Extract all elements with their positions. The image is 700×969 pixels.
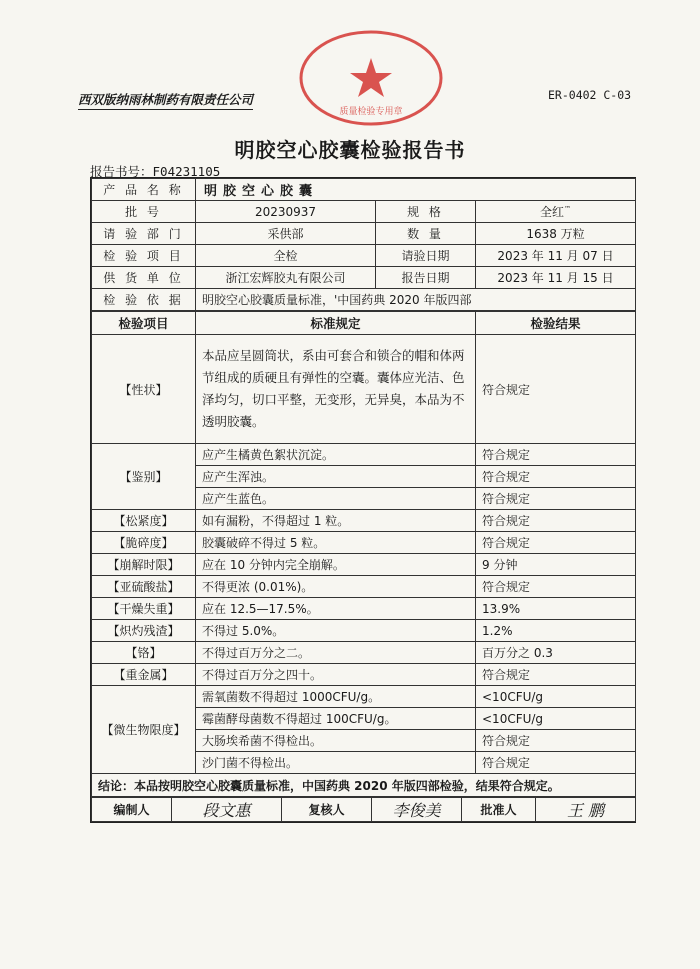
conclusion-row bbox=[92, 774, 636, 797]
test-name: 【脆碎度】 bbox=[92, 532, 196, 554]
document-code: ER-0402 C-03 bbox=[548, 88, 632, 102]
supplier-value: 浙江宏辉胶丸有限公司 bbox=[196, 267, 376, 289]
inspection-item-value: 全检 bbox=[196, 245, 376, 267]
test-standard: 大肠埃希菌不得检出。 bbox=[196, 730, 476, 752]
report-number-label: 报告书号： bbox=[90, 164, 153, 179]
test-row-heavy-metals bbox=[92, 664, 636, 686]
basis-value: 明胶空心胶囊质量标准，'中国药典 2020 年版四部 bbox=[196, 289, 636, 311]
test-result: 符合规定 bbox=[476, 510, 636, 532]
inspection-item-label: 检 验 项 目 bbox=[92, 245, 196, 267]
inspection-item-row bbox=[92, 245, 636, 267]
test-standard: 应在 12.5—17.5%。 bbox=[196, 598, 476, 620]
test-name: 【崩解时限】 bbox=[92, 554, 196, 576]
batch-value: 20230937 bbox=[196, 201, 376, 223]
test-result: 符合规定 bbox=[476, 664, 636, 686]
test-row-chromium bbox=[92, 642, 636, 664]
request-date-value: 2023 年 11 月 07 日 bbox=[476, 245, 636, 267]
test-name: 【干燥失重】 bbox=[92, 598, 196, 620]
test-result: 1.2% bbox=[476, 620, 636, 642]
reviewer-signature: 李俊美 bbox=[372, 798, 462, 822]
basis-row bbox=[92, 289, 636, 311]
test-result: 符合规定 bbox=[476, 466, 636, 488]
quantity-value: 1638 万粒 bbox=[476, 223, 636, 245]
product-label: 产 品 名 称 bbox=[92, 179, 196, 201]
approver-signature: 王 鹏 bbox=[536, 798, 636, 822]
quantity-label: 数 量 bbox=[376, 223, 476, 245]
test-name: 【松紧度】 bbox=[92, 510, 196, 532]
test-standard: 如有漏粉，不得超过 1 粒。 bbox=[196, 510, 476, 532]
test-name: 【重金属】 bbox=[92, 664, 196, 686]
test-result: 百万分之 0.3 bbox=[476, 642, 636, 664]
supplier-label: 供 货 单 位 bbox=[92, 267, 196, 289]
test-row-disintegration bbox=[92, 554, 636, 576]
header-item: 检验项目 bbox=[92, 312, 196, 335]
editor-signature: 段文惠 bbox=[172, 798, 282, 822]
test-standard: 本品应呈圆筒状，系由可套合和锁合的帽和体两节组成的质硬且有弹性的空囊。囊体应光洁、色泽均匀，切口平整，无变形，无异臭，本品为不透明胶囊。 bbox=[196, 335, 476, 444]
test-result: 符合规定 bbox=[476, 488, 636, 510]
test-standard: 需氧菌数不得超过 1000CFU/g。 bbox=[196, 686, 476, 708]
test-row-microbial bbox=[92, 686, 636, 708]
test-row-identification bbox=[92, 444, 636, 466]
test-name: 【亚硫酸盐】 bbox=[92, 576, 196, 598]
dept-label: 请 验 部 门 bbox=[92, 223, 196, 245]
test-result: 符合规定 bbox=[476, 532, 636, 554]
test-row-appearance bbox=[92, 335, 636, 444]
batch-row bbox=[92, 201, 636, 223]
results-header-row bbox=[92, 312, 636, 335]
test-result: <10CFU/g bbox=[476, 708, 636, 730]
header-standard: 标准规定 bbox=[196, 312, 476, 335]
report-date-value: 2023 年 11 月 15 日 bbox=[476, 267, 636, 289]
test-result: 符合规定 bbox=[476, 752, 636, 774]
spec-cell bbox=[476, 201, 636, 223]
test-standard: 不得更浓 (0.01%)。 bbox=[196, 576, 476, 598]
test-standard: 沙门菌不得检出。 bbox=[196, 752, 476, 774]
basis-label: 检 验 依 据 bbox=[92, 289, 196, 311]
test-result: 符合规定 bbox=[476, 444, 636, 466]
seal-subtext: 质量检验专用章 bbox=[339, 107, 403, 117]
test-result: 13.9% bbox=[476, 598, 636, 620]
editor-label: 编制人 bbox=[92, 798, 172, 822]
supplier-row bbox=[92, 267, 636, 289]
report-number-value: F04231105 bbox=[152, 164, 221, 179]
test-standard: 不得过百万分之四十。 bbox=[196, 664, 476, 686]
test-name: 【性状】 bbox=[92, 335, 196, 444]
test-name: 【鉴别】 bbox=[92, 444, 196, 510]
test-row-ignition-residue bbox=[92, 620, 636, 642]
test-result: 9 分钟 bbox=[476, 554, 636, 576]
test-standard: 不得过百万分之二。 bbox=[196, 642, 476, 664]
test-result: 符合规定 bbox=[476, 730, 636, 752]
approver-label: 批准人 bbox=[462, 798, 536, 822]
test-standard: 应产生蓝色。 bbox=[196, 488, 476, 510]
test-standard: 应产生浑浊。 bbox=[196, 466, 476, 488]
test-name: 【铬】 bbox=[92, 642, 196, 664]
test-standard: 不得过 5.0%。 bbox=[196, 620, 476, 642]
header-result: 检验结果 bbox=[476, 312, 636, 335]
test-result: 符合规定 bbox=[476, 335, 636, 444]
test-standard: 应产生橘黄色絮状沉淀。 bbox=[196, 444, 476, 466]
batch-label: 批 号 bbox=[92, 201, 196, 223]
report-title: 明胶空心胶囊检验报告书 bbox=[234, 138, 466, 162]
test-standard: 胶囊破碎不得过 5 粒。 bbox=[196, 532, 476, 554]
signature-row bbox=[92, 798, 636, 822]
conclusion: 结论：本品按明胶空心胶囊质量标准，中国药典 2020 年版四部检验，结果符合规定。 bbox=[92, 774, 636, 797]
company-seal bbox=[296, 28, 446, 128]
report-date-label: 报告日期 bbox=[376, 267, 476, 289]
product-value: 明胶空心胶囊 bbox=[204, 184, 319, 199]
test-name: 【微生物限度】 bbox=[92, 686, 196, 774]
test-result: <10CFU/g bbox=[476, 686, 636, 708]
company-name: 西双版纳雨林制药有限责任公司 bbox=[78, 90, 253, 110]
dept-value: 采供部 bbox=[196, 223, 376, 245]
product-row bbox=[92, 179, 636, 201]
test-row-tightness bbox=[92, 510, 636, 532]
dept-row bbox=[92, 223, 636, 245]
inspection-report-table bbox=[90, 177, 636, 823]
request-date-label: 请验日期 bbox=[376, 245, 476, 267]
test-row-sulfite bbox=[92, 576, 636, 598]
test-standard: 霉菌酵母菌数不得超过 100CFU/g。 bbox=[196, 708, 476, 730]
test-result: 符合规定 bbox=[476, 576, 636, 598]
test-standard: 应在 10 分钟内完全崩解。 bbox=[196, 554, 476, 576]
spec-label: 规 格 bbox=[376, 201, 476, 223]
reviewer-label: 复核人 bbox=[282, 798, 372, 822]
spec-value: 全红 bbox=[540, 205, 565, 219]
test-name: 【炽灼残渣】 bbox=[92, 620, 196, 642]
spec-mark: ™ bbox=[564, 205, 572, 213]
test-row-friability bbox=[92, 532, 636, 554]
test-row-drying-loss bbox=[92, 598, 636, 620]
